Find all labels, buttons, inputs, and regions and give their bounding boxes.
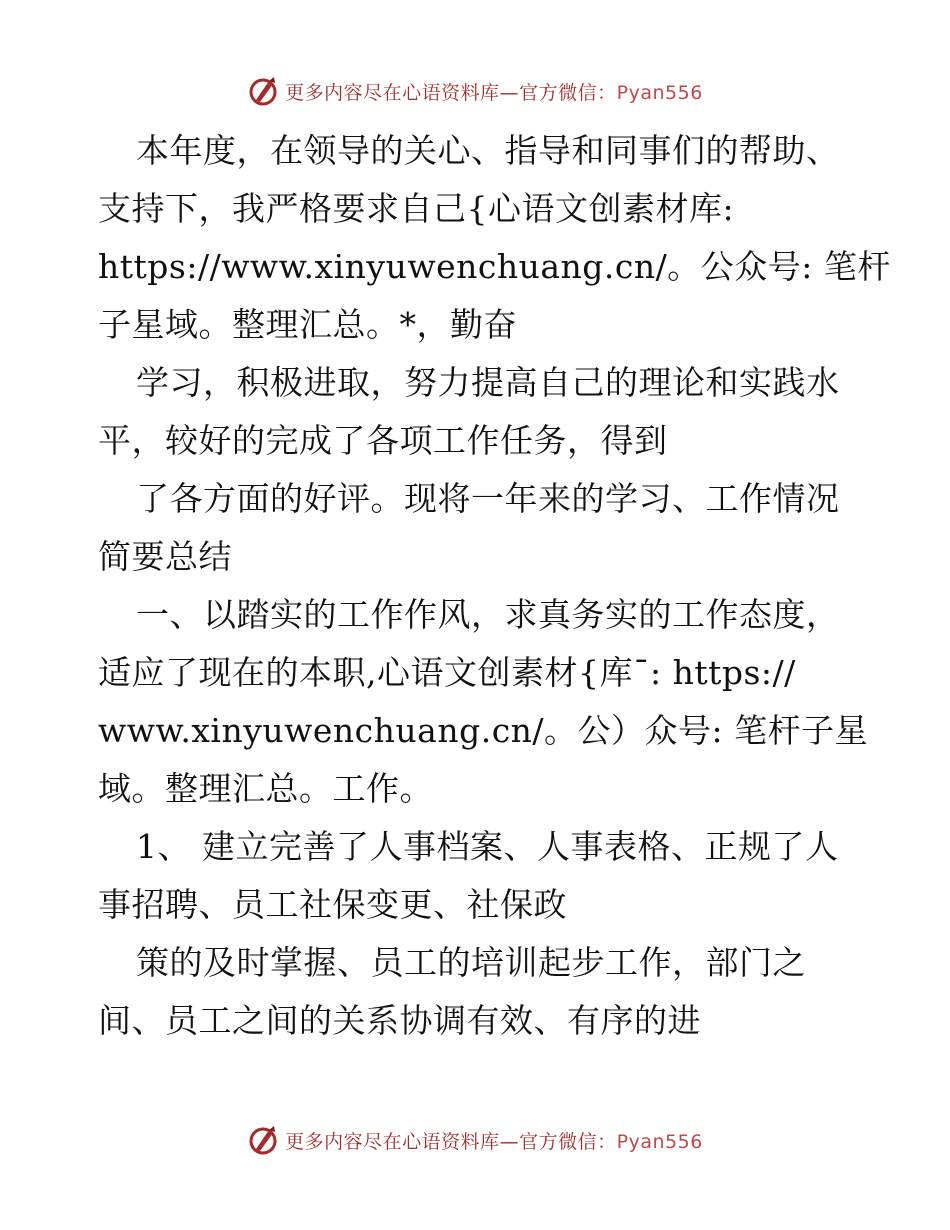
quill-pen-logo-icon — [247, 1124, 279, 1156]
text-line: 策的及时掌握、员工的培训起步工作，部门之 — [136, 943, 806, 982]
text-line: 本年度，在领导的关心、指导和同事们的帮助、 — [136, 131, 840, 170]
text-line: 简要总结 — [98, 537, 232, 576]
text-line: 间、员工之间的关系协调有效、有序的进 — [98, 1001, 701, 1040]
text-line: 适应了现在的本职,心语文创素材{库¯: https:// — [98, 653, 796, 692]
wechat-handle: Pyan556 — [616, 1130, 703, 1153]
wechat-handle: Pyan556 — [616, 81, 703, 104]
text-line: 了各方面的好评。现将一年来的学习、工作情况 — [136, 479, 840, 518]
text-line: 子星域。整理汇总。*，勤奋 — [98, 305, 517, 344]
text-line: 一、以踏实的工作作风，求真务实的工作态度， — [136, 595, 840, 634]
header-banner — [0, 71, 950, 111]
banner-text: 更多内容尽在心语资料库—官方微信：Pyan556 — [285, 81, 703, 104]
text-line: 1、 建立完善了人事档案、人事表格、正规了人 — [136, 827, 839, 866]
quill-pen-logo-icon — [247, 75, 279, 107]
text-line: 学习，积极进取，努力提高自己的理论和实践水 — [136, 363, 840, 402]
text-line: 平，较好的完成了各项工作任务，得到 — [98, 421, 668, 460]
text-line: 域。整理汇总。工作。 — [98, 769, 433, 808]
text-line: 支持下，我严格要求自己{心语文创素材库: — [98, 189, 735, 228]
document-body — [98, 122, 891, 1050]
footer-banner — [0, 1120, 950, 1160]
banner-text: 更多内容尽在心语资料库—官方微信：Pyan556 — [285, 1130, 703, 1153]
text-line: https://www.xinyuwenchuang.cn/。公众号: 笔杆 — [98, 247, 891, 286]
text-line: www.xinyuwenchuang.cn/。公）众号: 笔杆子星 — [98, 711, 869, 750]
text-line: 事招聘、员工社保变更、社保政 — [98, 885, 567, 924]
